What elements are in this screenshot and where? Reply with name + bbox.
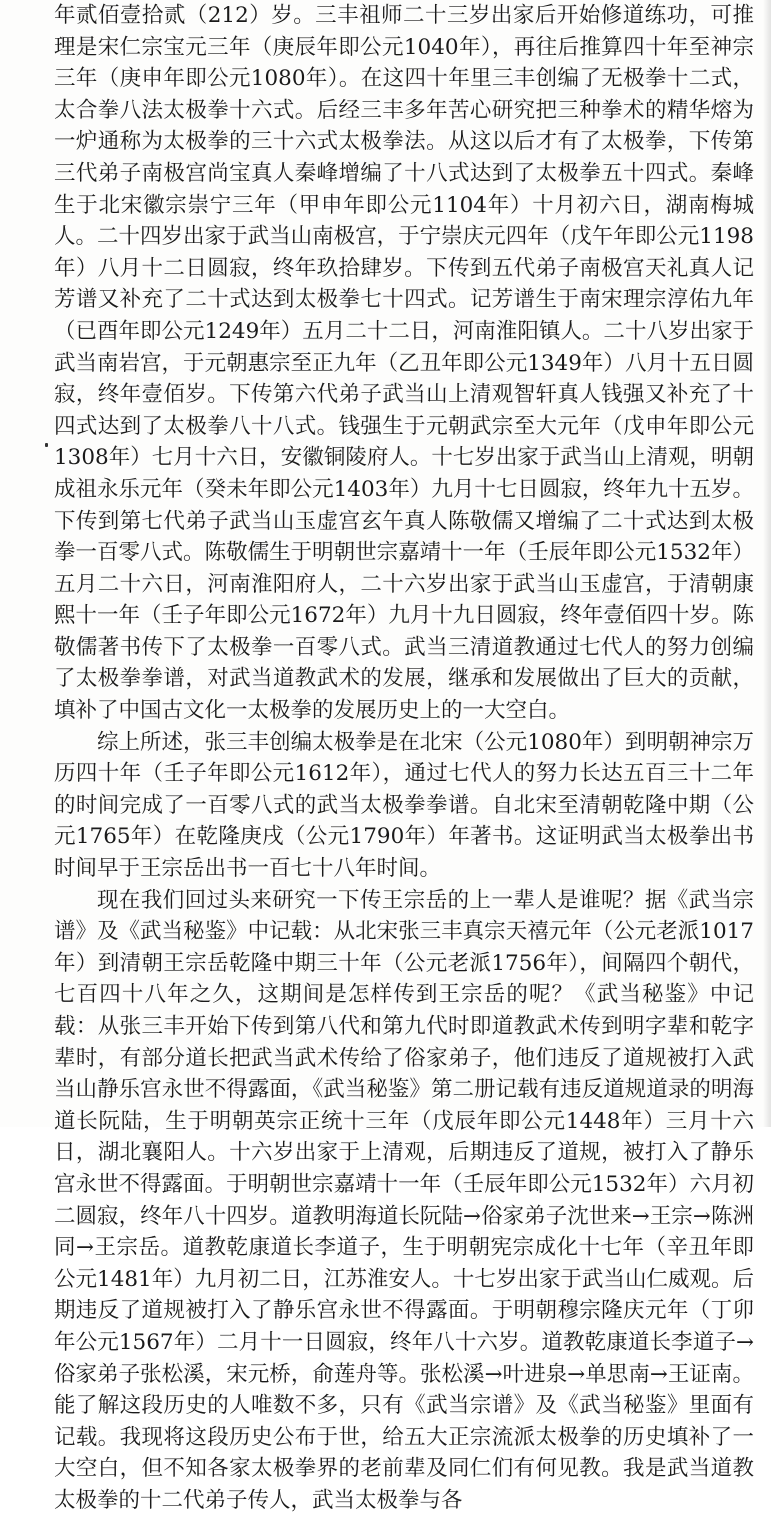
paragraph-1: 年贰佰壹拾贰（212）岁。三丰祖师二十三岁出家后开始修道练功，可推理是宋仁宗宝元三年（庚辰年即公元1040年），再往后推算四十年至神宗三年（庚申年即公元1080年）。在这四十年里三丰创编了无极拳十二式，太合拳八法太极拳十六式。后经三丰多年苦心研究把三种拳术的精华熔为一炉通称为太极拳的三十六式太极拳法。从这以后才有了太极拳，下传第三代弟子南极宫尚宝真人秦峰增编了十八式达到了太极拳五十四式。秦峰生于北宋徽宗崇宁三年（甲申年即公元1104年）十月初六日，湖南梅城人。二十四岁出家于武当山南极宫，于宁崇庆元四年（戊午年即公元1198年）八月十二日圆寂，终年玖拾肆岁。下传到五代弟子南极宫天礼真人记芳谱又补充了二十式达到太极拳七十四式。记芳谱生于南宋理宗淳佑九年（已酉年即公元1249年）五月二十二日，河南淮阳镇人。二十八岁出家于武当南岩宫，于元朝惠宗至正九年（乙丑年即公元1349年）八月十五日圆寂，终年壹佰岁。下传第六代弟子武当山上清观智轩真人钱强又补充了十四式达到了太极拳八十八式。钱强生于元朝武宗至大元年（戊申年即公元1308年）七月十六日，安徽铜陵府人。十七岁出家于武当山上清观，明朝成祖永乐元年（癸未年即公元1403年）九月十七日圆寂，终年九十五岁。下传到第七代弟子武当山玉虚宫玄午真人陈敬儒又增编了二十式达到太极拳一百零八式。陈敬儒生于明朝世宗嘉靖十一年（壬辰年即公元1532年）五月二十六日，河南淮阳府人，二十六岁出家于武当山玉虚宫，于清朝康熙十一年（壬子年即公元1672年）九月十九日圆寂，终年壹佰四十岁。陈敬儒著书传下了太极拳一百零八式。武当三清道教通过七代人的努力创编了太极拳拳谱，对武当道教武术的发展，继承和发展做出了巨大的贡献，填补了中国古文化一太极拳的发展历史上的一大空白。 bbox=[54, 3, 754, 724]
margin-speck bbox=[45, 443, 48, 447]
scan-edge-shadow bbox=[763, 0, 771, 1127]
paragraph-3: 现在我们回过头来研究一下传王宗岳的上一辈人是谁呢？据《武当宗谱》及《武当秘鉴》中记载：从北宋张三丰真宗天禧元年（公元老派1017年）到清朝王宗岳乾隆中期三十年（公元老派1756年），间隔四个朝代，七百四十八年之久，这期间是怎样传到王宗岳的呢？《武当秘鉴》中记载：从张三丰开始下传到第八代和第九代时即道教武术传到明字辈和乾字辈时，有部分道长把武当武术传给了俗家弟子，他们违反了道规被打入武当山静乐宫永世不得露面，《武当秘鉴》第二册记载有违反道规道录的明海道长阮陆，生于明朝英宗正统十三年（戊辰年即公元1448年）三月十六日，湖北襄阳人。十六岁出家于上清观，后期违反了道规，被打入了静乐宫永世不得露面。于明朝世宗嘉靖十一年（壬辰年即公元1532年）六月初二圆寂，终年八十四岁。道教明海道长阮陆→俗家弟子沈世来→王宗→陈洲同→王宗岳。道教乾康道长李道子，生于明朝宪宗成化十七年（辛丑年即公元1481年）九月初二日，江苏淮安人。十七岁出家于武当山仁威观。后期违反了道规被打入了静乐宫永世不得露面。于明朝穆宗隆庆元年（丁卯年公元1567年）二月十一日圆寂，终年八十六岁。道教乾康道长李道子→俗家弟子张松溪，宋元桥，俞莲舟等。张松溪→叶进泉→单思南→王证南。能了解这段历史的人唯数不多，只有《武当宗谱》及《武当秘鉴》里面有记载。我现将这段历史公布于世，给五大正宗流派太极拳的历史填补了一大空白，但不知各家太极拳界的老前辈及同仁们有何见教。我是武当道教太极拳的十二代弟子传人，武当太极拳与各 bbox=[54, 887, 754, 1513]
paragraph-2: 综上所述，张三丰创编太极拳是在北宋（公元1080年）到明朝神宗万历四十年（壬子年即公元1612年），通过七代人的努力长达五百三十二年的时间完成了一百零八式的武当太极拳拳谱。自北宋至清朝乾隆中期（公元1765年）在乾隆庚戌（公元1790年）年著书。这证明武当太极拳出书时间早于王宗岳出书一百七十八年时间。 bbox=[54, 729, 754, 882]
body-text bbox=[54, 0, 754, 1517]
